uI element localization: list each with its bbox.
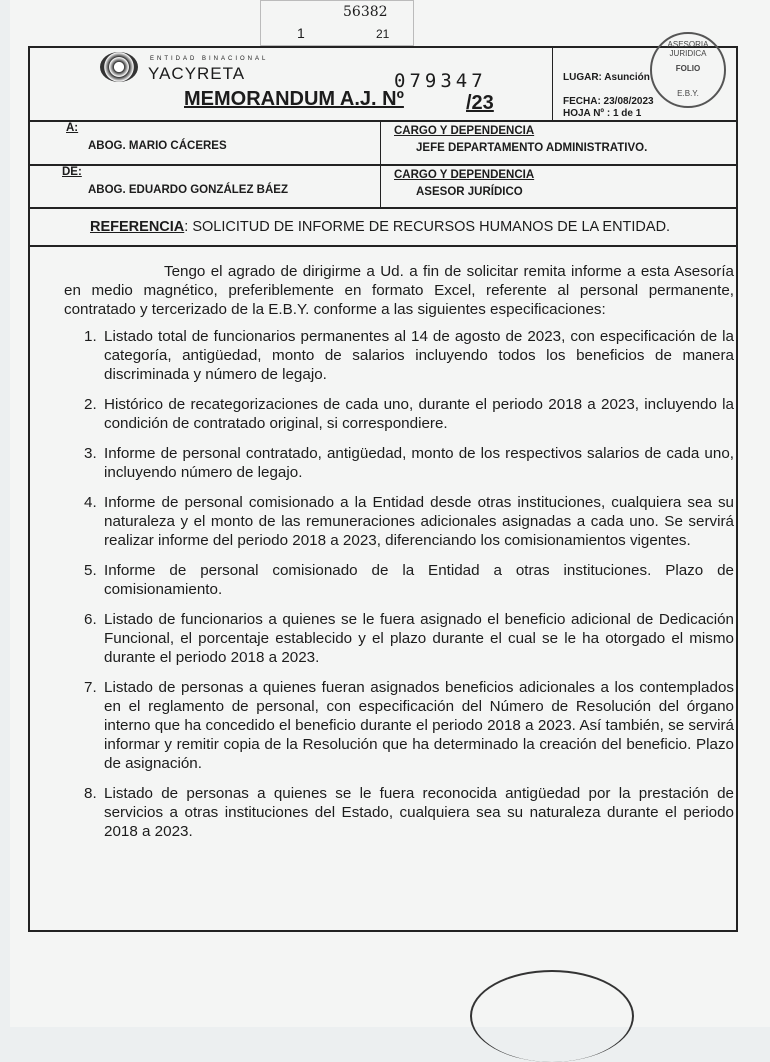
list-item: 1. Listado total de funcionarios permanentes al 14 de agosto de 2023, con especificación de la categoría, antigüedad, monto de salarios incluyendo todos los beneficios de manera discriminada y número de legajo. xyxy=(84,328,734,383)
from-cargo: ASESOR JURÍDICO xyxy=(416,186,523,198)
from-name: ABOG. EDUARDO GONZÁLEZ BÁEZ xyxy=(88,184,288,196)
from-label: DE: xyxy=(62,166,82,178)
stamp-number: 56382 xyxy=(343,4,388,20)
from-row xyxy=(30,164,736,209)
request-list xyxy=(64,327,734,841)
reference-row xyxy=(30,207,736,247)
hoja: HOJA Nº : 1 de 1 xyxy=(563,108,642,119)
fecha: FECHA: 23/08/2023 xyxy=(563,96,654,107)
reference-label: REFERENCIA xyxy=(90,219,185,235)
list-item: 7. Listado de personas a quienes fueran asignados beneficios adicionales a los contemplados en el reglamento de personal, con especificación del Número de Resolución del órgano interno que ha concedido el beneficio durante el periodo 2018 a 2023. Así también, se servirá informar y remitir copia de la Resolución que ha determinado la creación del beneficio. Plazo de asignación. xyxy=(84,679,734,772)
memo-header xyxy=(30,40,736,122)
to-label: A: xyxy=(66,122,79,134)
seal-mid: FOLIO xyxy=(675,64,701,73)
memo-frame xyxy=(28,40,738,932)
stamp-left: 1 xyxy=(297,25,305,41)
seal-top: ASESORIA JURIDICA xyxy=(667,40,709,58)
reference-text: : SOLICITUD DE INFORME DE RECURSOS HUMANOS DE LA ENTIDAD. xyxy=(184,219,671,235)
list-item: 5. Informe de personal comisionado de la Entidad a otras instituciones. Plazo de comisionamiento. xyxy=(84,562,734,598)
list-item: 4. Informe de personal comisionado a la Entidad desde otras instituciones, cualquiera sea su naturaleza y el monto de las remuneraciones adicionales asignadas a cada uno. Se servirá realizar informe del periodo 2018 a 2023, diferenciando los comisionamientos vigentes. xyxy=(84,494,734,549)
memo-title: MEMORANDUM A.J. Nº xyxy=(184,88,404,110)
memo-body xyxy=(64,262,734,852)
list-item: 6. Listado de funcionarios a quienes se le fuera asignado el beneficio adicional de Dedicación Funcional, el porcentaje establecido y el plazo durante el cual se le ha otorgado el mismo durante el periodo 2018 a 2023. xyxy=(84,611,734,666)
to-cargo-label: CARGO Y DEPENDENCIA xyxy=(394,125,535,137)
yacyreta-logo-icon xyxy=(100,52,138,82)
list-item: 2. Histórico de recategorizaciones de cada uno, durante el periodo 2018 a 2023, incluyendo la condición de contratado original, si correspondiere. xyxy=(84,396,734,432)
signature xyxy=(470,970,634,1062)
list-item: 8. Listado de personas a quienes se le fuera reconocida antigüedad por la prestación de servicios a otras instituciones del Estado, cualquiera sea su naturaleza durante el periodo 2018 a 2023. xyxy=(84,785,734,840)
folio-number: 079347 xyxy=(394,70,487,92)
stamp-right: 21 xyxy=(376,27,390,41)
memo-title-suffix: /23 xyxy=(466,92,494,114)
receipt-stamp xyxy=(260,0,414,46)
intro-paragraph: Tengo el agrado de dirigirme a Ud. a fin de solicitar remita informe a esta Asesoría en medio magnético, preferiblemente en formato Excel, referente al personal permanente, contratado y tercerizado de la E.B.Y. conforme a las siguientes especificaciones: xyxy=(64,263,734,318)
list-item: 3. Informe de personal contratado, antigüedad, monto de los respectivos salarios de cada uno, incluyendo número de legajo. xyxy=(84,445,734,481)
to-name: ABOG. MARIO CÁCERES xyxy=(88,140,227,152)
folio-seal xyxy=(650,32,726,108)
entity-name: YACYRETA xyxy=(148,64,246,83)
from-cargo-label: CARGO Y DEPENDENCIA xyxy=(394,169,535,181)
lugar: LUGAR: Asunción xyxy=(563,72,650,83)
to-cargo: JEFE DEPARTAMENTO ADMINISTRATIVO. xyxy=(416,142,648,154)
to-row xyxy=(30,120,736,166)
seal-bottom: E.B.Y. xyxy=(677,89,699,98)
entity-small: ENTIDAD BINACIONAL xyxy=(150,56,269,62)
